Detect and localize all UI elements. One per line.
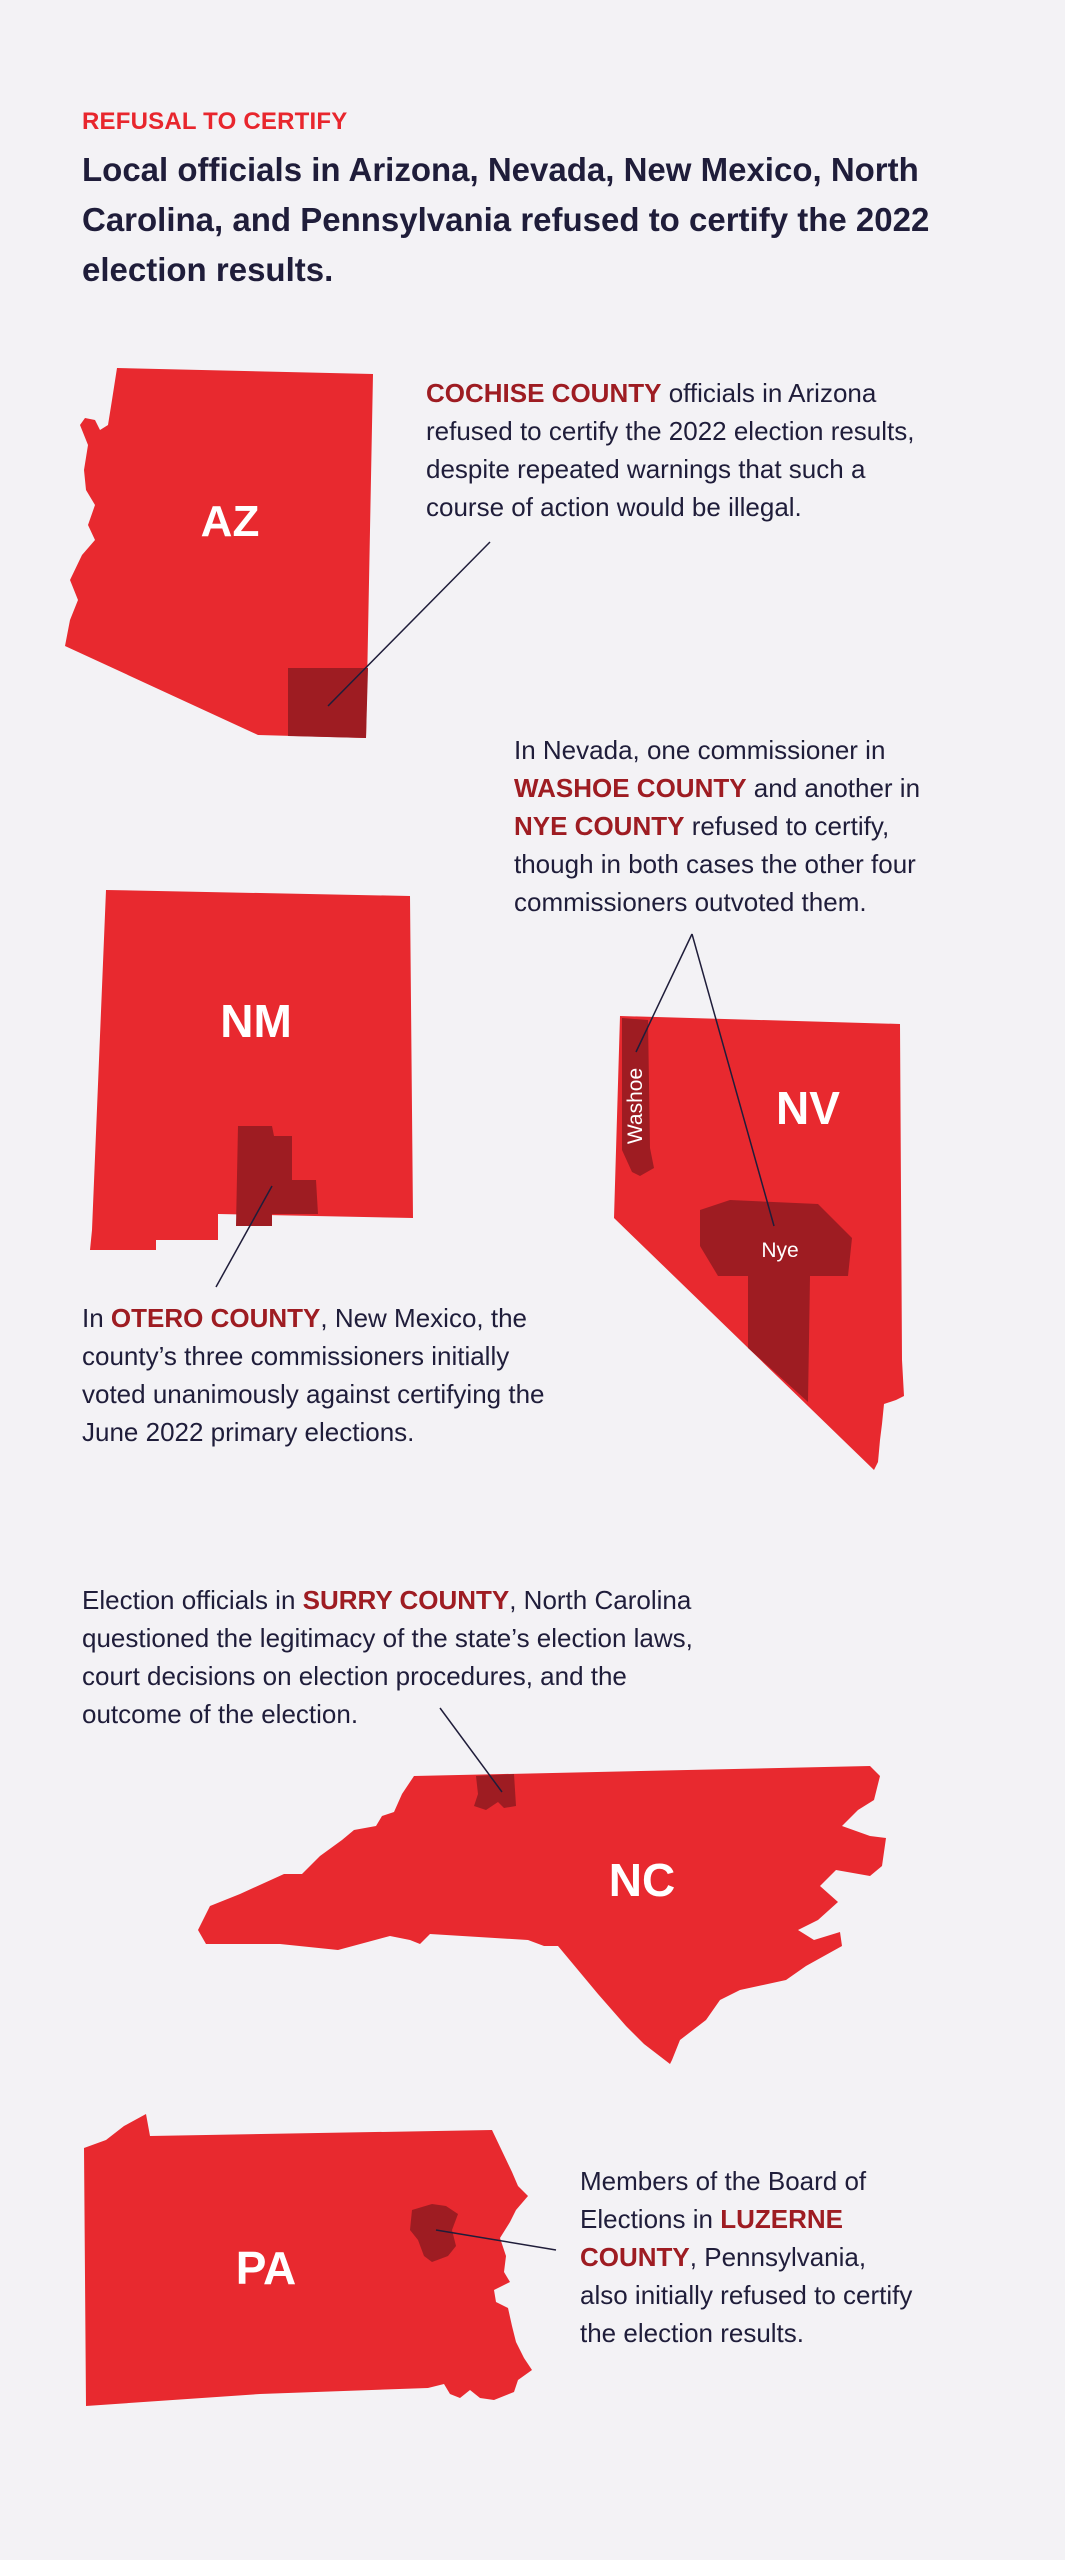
- arizona-label: AZ: [200, 497, 260, 546]
- washoe-label: Washoe: [624, 1067, 647, 1145]
- luzerne-caption: [580, 2162, 920, 2352]
- nye-label: Nye: [761, 1239, 799, 1262]
- luzerne-caption-part1: Members of the Board of Elections in: [580, 2166, 867, 2234]
- nevada-map: [614, 934, 904, 1470]
- new-mexico-label: NM: [220, 995, 292, 1047]
- surry-caption-part2: , North Carolina questioned the legitimacy of the state’s election laws, court decisions on election procedures, and the outcome of the election.: [82, 1585, 693, 1729]
- page-headline: Local officials in Arizona, Nevada, New Mexico, North Carolina, and Pennsylvania refused to certify the 2022 election results.: [82, 151, 930, 288]
- cochise-caption-text: officials in Arizona refused to certify the 2022 election results, despite repeated warnings that such a course of action would be illegal.: [426, 378, 915, 522]
- nevada-label: NV: [776, 1082, 840, 1134]
- section-kicker: REFUSAL TO CERTIFY: [82, 108, 348, 135]
- nye-county-highlight: NYE COUNTY: [514, 811, 685, 841]
- pennsylvania-map: [84, 2114, 556, 2406]
- nevada-caption: [514, 731, 944, 921]
- surry-caption-part1: Election officials in: [82, 1585, 303, 1615]
- otero-caption-part1: In: [82, 1303, 111, 1333]
- surry-county-highlight: SURRY COUNTY: [302, 1585, 510, 1615]
- nevada-caption-part1: In Nevada, one commissioner in: [514, 735, 886, 765]
- washoe-county-highlight: WASHOE COUNTY: [514, 773, 747, 803]
- cochise-county-highlight: COCHISE COUNTY: [426, 378, 662, 408]
- luzerne-caption-part2: , Pennsylvania, also initially refused to certify the election results.: [580, 2242, 913, 2348]
- nevada-caption-part2: and another in: [746, 773, 921, 803]
- otero-caption-part2: , New Mexico, the county’s three commissioners initially voted unanimously against certifying the June 2022 primary elections.: [82, 1303, 545, 1447]
- north-carolina-map: [198, 1708, 886, 2064]
- north-carolina-label: NC: [608, 1854, 676, 1906]
- new-mexico-map: [90, 890, 413, 1287]
- otero-county-highlight: OTERO COUNTY: [110, 1303, 321, 1333]
- otero-caption: [82, 1299, 547, 1451]
- luzerne-county-highlight: LUZERNE COUNTY: [580, 2204, 843, 2272]
- pennsylvania-label: PA: [235, 2242, 297, 2294]
- nevada-caption-part3: refused to certify, though in both cases the other four commissioners outvoted them.: [514, 811, 916, 917]
- pennsylvania-shape: [84, 2114, 532, 2406]
- cochise-caption: [426, 374, 926, 526]
- north-carolina-shape: [198, 1766, 886, 2064]
- surry-caption: [82, 1581, 702, 1733]
